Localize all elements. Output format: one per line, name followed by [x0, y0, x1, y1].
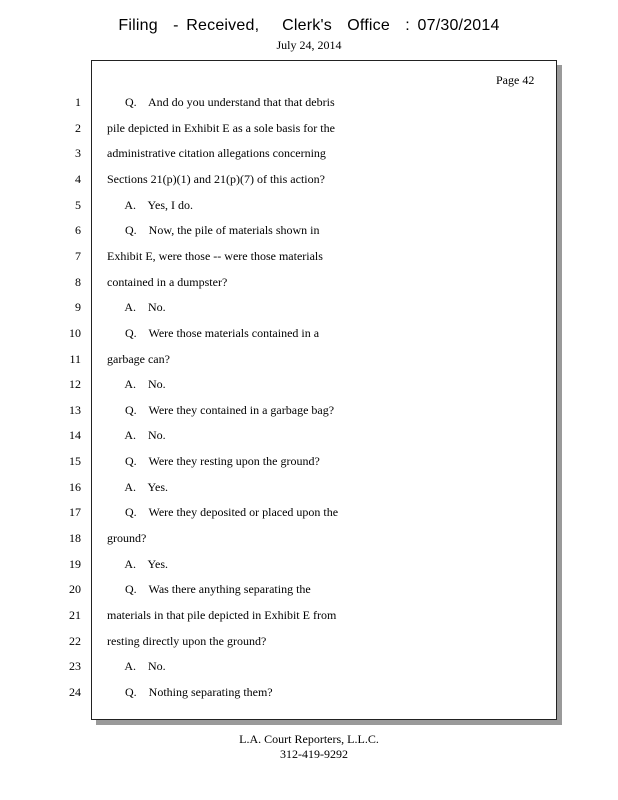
line-text: A. No.: [107, 428, 166, 442]
page-number: Page 42: [496, 73, 535, 87]
line-number: 2: [75, 121, 81, 135]
line-text: A. No.: [107, 659, 166, 673]
line-number: 24: [69, 685, 81, 699]
line-number: 21: [69, 608, 81, 622]
line-text: contained in a dumpster?: [107, 275, 228, 289]
line-text: pile depicted in Exhibit E as a sole basis for the: [107, 121, 335, 135]
line-text: A. No.: [107, 377, 166, 391]
line-text: Q. Now, the pile of materials shown in: [107, 223, 320, 237]
line-number: 10: [69, 326, 81, 340]
line-number: 3: [75, 146, 81, 160]
line-number: 1: [75, 95, 81, 109]
line-number: 8: [75, 275, 81, 289]
line-number: 7: [75, 249, 81, 263]
line-number: 15: [69, 454, 81, 468]
line-text: Q. Were they deposited or placed upon the: [107, 505, 339, 519]
line-text: Q. And do you understand that that debris: [107, 95, 335, 109]
line-number: 16: [69, 480, 81, 494]
line-text: Q. Were they resting upon the ground?: [107, 454, 320, 468]
line-text: Q. Nothing separating them?: [107, 685, 273, 699]
line-text: Q. Was there anything separating the: [107, 582, 311, 596]
line-number: 9: [75, 300, 81, 314]
reporter-company: L.A. Court Reporters, L.L.C.: [239, 732, 379, 746]
line-text: resting directly upon the ground?: [107, 634, 267, 648]
line-text: A. Yes.: [107, 557, 169, 571]
line-number: 17: [69, 505, 81, 519]
line-text: garbage can?: [107, 352, 170, 366]
line-text: A. Yes, I do.: [107, 198, 194, 212]
line-text: A. Yes.: [107, 480, 169, 494]
transcript-date: July 24, 2014: [276, 38, 342, 52]
line-number: 14: [69, 428, 81, 442]
line-text: ground?: [107, 531, 147, 545]
reporter-phone: 312-419-9292: [280, 747, 348, 761]
line-number: 13: [69, 403, 81, 417]
filing-stamp: Filing - Received, Clerk's Office : 07/30/2014: [118, 17, 500, 34]
line-number: 11: [69, 352, 81, 366]
line-text: Q. Were they contained in a garbage bag?: [107, 403, 335, 417]
line-number: 22: [69, 634, 81, 648]
line-text: materials in that pile depicted in Exhibit E from: [107, 608, 337, 622]
line-number: 20: [69, 582, 81, 596]
line-number: 18: [69, 531, 81, 545]
line-number: 23: [69, 659, 81, 673]
line-number: 19: [69, 557, 81, 571]
line-text: Q. Were those materials contained in a: [107, 326, 320, 340]
line-text: Exhibit E, were those -- were those materials: [107, 249, 323, 263]
line-number: 12: [69, 377, 81, 391]
line-text: administrative citation allegations concerning: [107, 146, 326, 160]
line-number: 4: [75, 172, 81, 186]
line-number: 6: [75, 223, 81, 237]
line-text: Sections 21(p)(1) and 21(p)(7) of this action?: [107, 172, 325, 186]
line-number: 5: [75, 198, 81, 212]
line-text: A. No.: [107, 300, 166, 314]
